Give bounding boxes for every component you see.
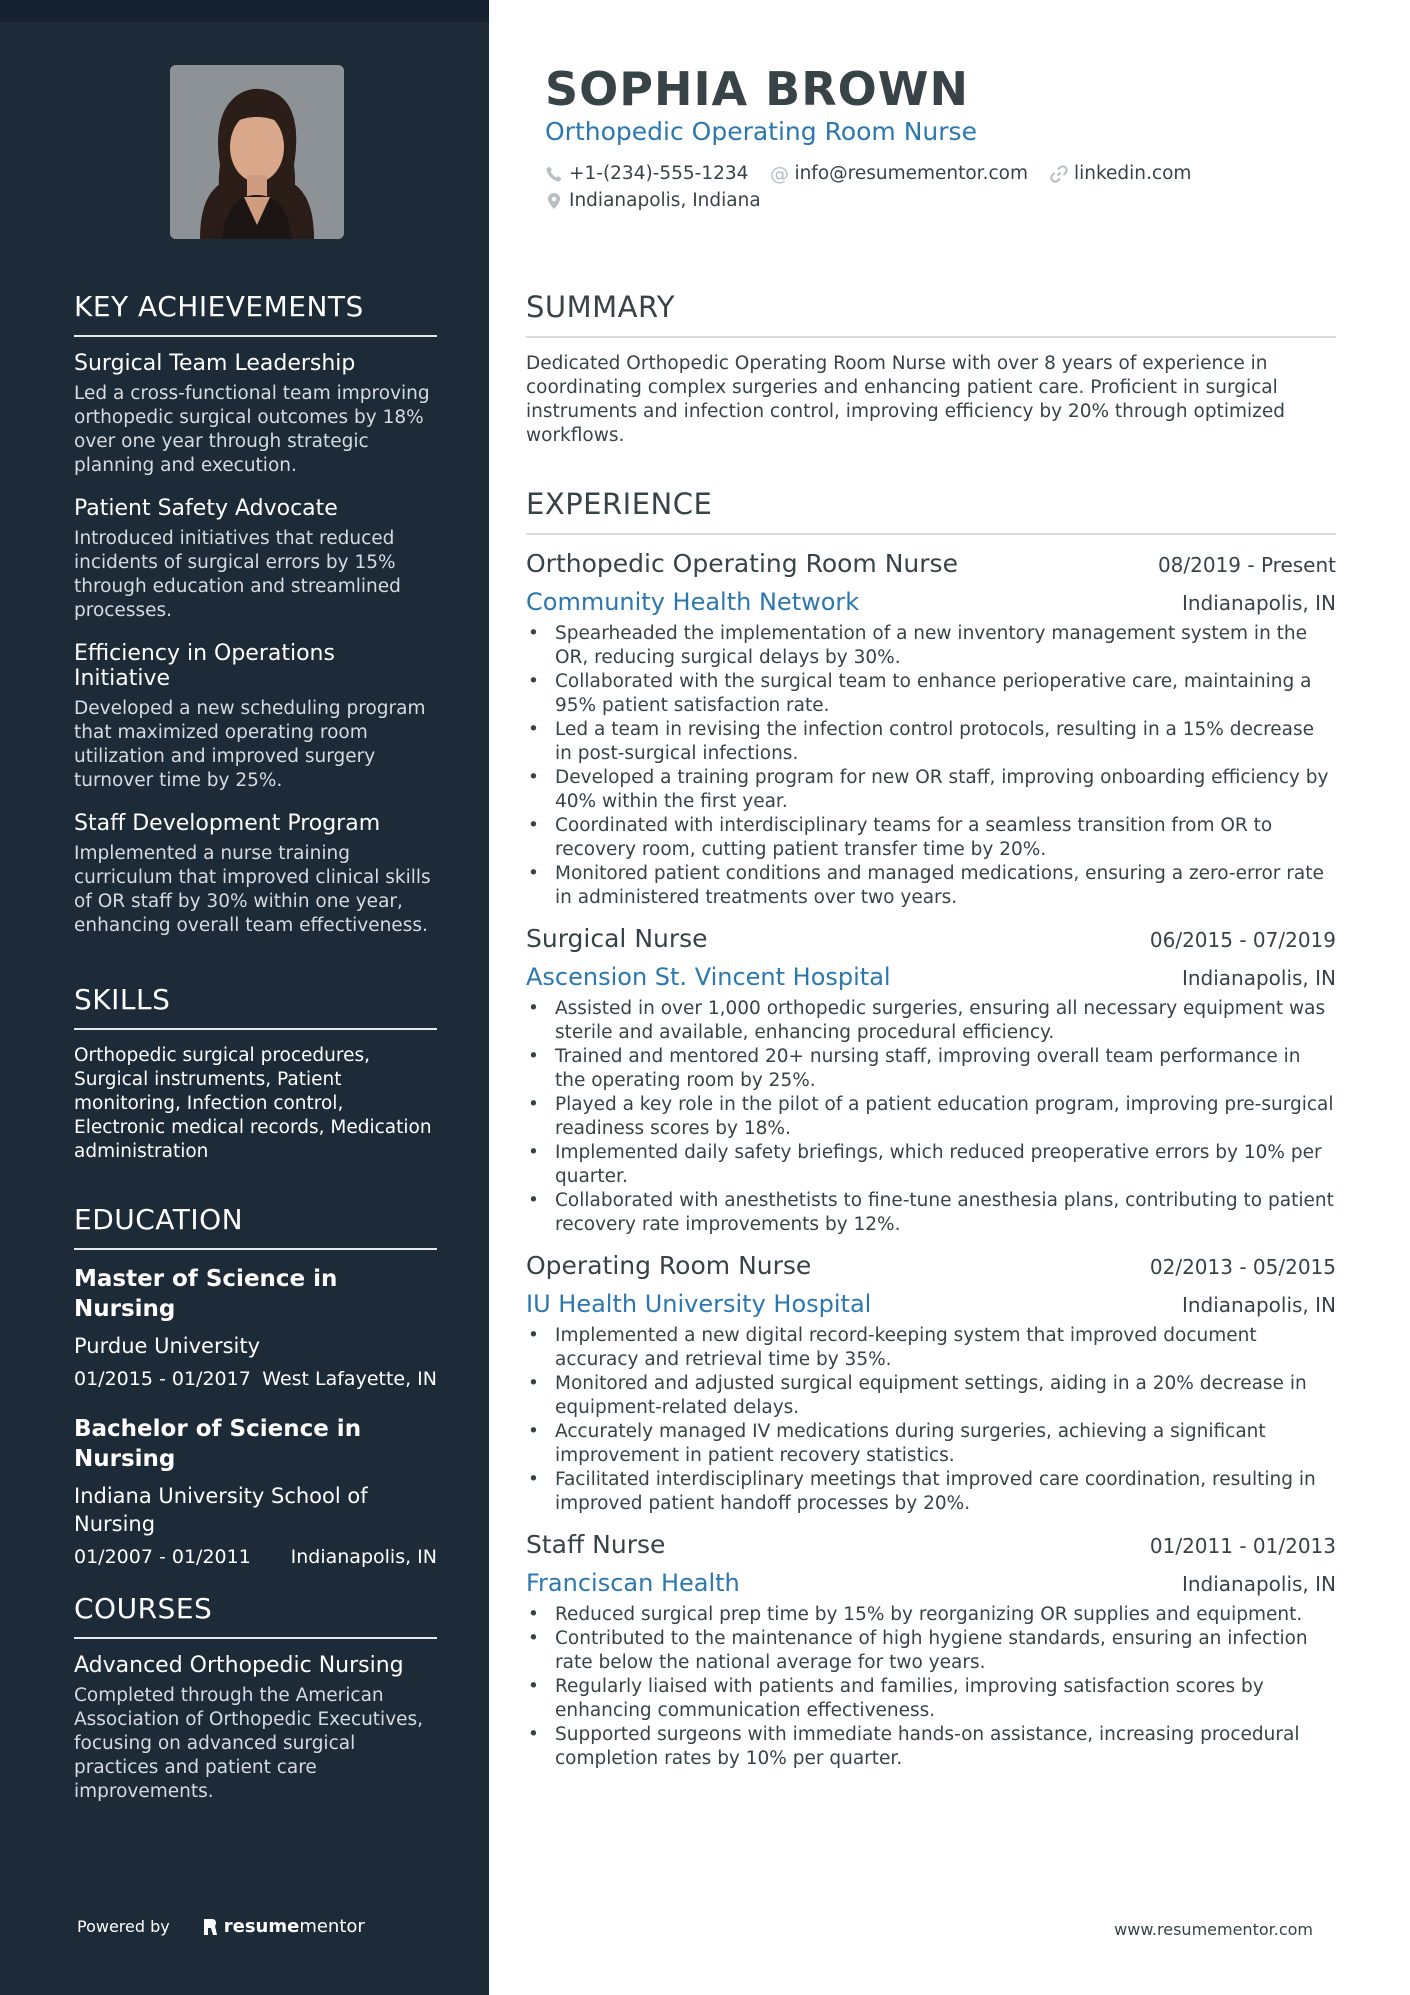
job-title: Orthopedic Operating Room Nurse [526,549,958,578]
list-item: • Coordinated with interdisciplinary teams for a seamless transition from OR to recovery room, cutting patient transfer time by 20%. [526,814,1336,862]
courses-section [74,1592,437,1822]
list-item: • Spearheaded the implementation of a new inventory management system in the OR, reducing surgical delays by 30%. [526,622,1336,670]
job-dates: 02/2013 - 05/2015 [1149,1255,1336,1279]
education-dates: 01/2015 - 01/2017 [74,1368,251,1390]
skills-list: Orthopedic surgical procedures, Surgical instruments, Patient monitoring, Infection control, Electronic medical records, Medication administration [74,1045,432,1162]
education-meta [74,1368,437,1390]
job-location: Indianapolis, IN [1181,1293,1336,1317]
at-icon: @ [769,162,789,185]
course-title: Advanced Orthopedic Nursing [74,1653,404,1678]
achievement-item [74,811,437,938]
job-entry [526,1251,1336,1516]
job-location: Indianapolis, IN [1181,1572,1336,1596]
achievement-title: Patient Safety Advocate [74,496,338,521]
job-dates: 08/2019 - Present [1157,553,1336,577]
list-item: • Implemented a new digital record-keeping system that improved document accuracy and retrieval time by 35%. [526,1324,1336,1372]
job-company: Franciscan Health [526,1569,740,1597]
course-desc: Completed through the American Association of Orthopedic Executives, focusing on advanced surgical practices and patient care improvements. [74,1685,424,1802]
achievement-item [74,351,437,478]
linkedin-text: linkedin.com [1073,163,1192,184]
achievements-heading: KEY ACHIEVEMENTS [74,290,437,337]
list-item: • Contributed to the maintenance of high hygiene standards, ensuring an infection rate below the national average for two years. [526,1627,1336,1675]
list-item: • Supported surgeons with immediate hands-on assistance, increasing procedural completion rates by 10% per quarter. [526,1723,1336,1771]
list-item: • Facilitated interdisciplinary meetings that improved care coordination, resulting in improved patient handoff processes by 20%. [526,1468,1336,1516]
link-icon [1050,165,1068,183]
powered-by-label: Powered by [77,1917,170,1936]
education-location: Indianapolis, IN [290,1546,437,1568]
job-location: Indianapolis, IN [1181,966,1336,990]
achievement-desc: Developed a new scheduling program that maximized operating room utilization and improved surgery turnover time by 25%. [74,698,426,791]
contact-location [545,190,761,211]
job-entry [526,924,1336,1237]
job-location: Indianapolis, IN [1181,591,1336,615]
achievement-item [74,496,437,623]
education-school: Indiana University School of Nursing [74,1484,368,1536]
brand-bold: resume [223,1916,300,1937]
list-item: • Implemented daily safety briefings, which reduced preoperative errors by 10% per quarter. [526,1141,1336,1189]
list-item: • Trained and mentored 20+ nursing staff, improving overall team performance in the operating room by 25%. [526,1045,1336,1093]
location-pin-icon [545,192,563,210]
education-location: West Lafayette, IN [262,1368,437,1390]
courses-heading: COURSES [74,1592,437,1639]
sidebar-top-band [0,0,489,22]
education-dates: 01/2007 - 01/2011 [74,1546,251,1568]
education-heading: EDUCATION [74,1203,437,1250]
list-item: • Developed a training program for new OR staff, improving onboarding efficiency by 40% within the first year. [526,766,1336,814]
job-company: Community Health Network [526,588,860,616]
experience-heading: EXPERIENCE [526,487,1336,535]
job-bullets [526,622,1336,910]
list-item: • Led a team in revising the infection control protocols, resulting in a 15% decrease in post-surgical infections. [526,718,1336,766]
education-meta [74,1546,437,1568]
list-item: • Monitored and adjusted surgical equipment settings, aiding in a 20% decrease in equipment-related delays. [526,1372,1336,1420]
brand-logo[interactable] [202,1916,365,1937]
email-text: info@resumementor.com [794,163,1028,184]
achievement-desc: Led a cross-functional team improving orthopedic surgical outcomes by 18% over one year through strategic planning and execution. [74,383,430,476]
list-item: • Accurately managed IV medications during surgeries, achieving a significant improvement in patient recovery statistics. [526,1420,1336,1468]
summary-section [526,290,1336,448]
skills-heading: SKILLS [74,983,437,1030]
job-entry [526,549,1336,910]
achievement-desc: Implemented a nurse training curriculum that improved clinical skills of OR staff by 30% within one year, enhancing overall team effectiveness. [74,843,431,936]
powered-by [77,1916,365,1937]
education-degree: Master of Science in Nursing [74,1266,338,1322]
sidebar [0,0,489,1995]
job-company: Ascension St. Vincent Hospital [526,963,891,991]
website-link[interactable]: www.resumementor.com [1114,1920,1313,1939]
list-item: • Assisted in over 1,000 orthopedic surgeries, ensuring all necessary equipment was sterile and available, enhancing procedural efficiency. [526,997,1336,1045]
contact-linkedin[interactable] [1050,163,1191,184]
list-item: • Reduced surgical prep time by 15% by reorganizing OR supplies and equipment. [526,1603,1336,1627]
contact-email[interactable] [770,163,1028,184]
profile-photo [170,65,344,239]
achievement-title: Surgical Team Leadership [74,351,356,376]
education-school: Purdue University [74,1334,261,1358]
education-item [74,1264,437,1390]
brand-rest: mentor [299,1916,365,1937]
summary-text: Dedicated Orthopedic Operating Room Nurse with over 8 years of experience in coordinating complex surgeries and enhancing patient care. Proficient in surgical instruments and infection control, improving efficiency by 20% through optimized workflows. [526,353,1285,446]
skills-section [74,983,437,1164]
contact-phone[interactable] [545,163,748,184]
job-title: Operating Room Nurse [526,1251,812,1280]
list-item: • Collaborated with anesthetists to fine-tune anesthesia plans, contributing to patient recovery rate improvements by 12%. [526,1189,1336,1237]
education-degree: Bachelor of Science in Nursing [74,1416,362,1472]
contact-info [545,163,1325,217]
job-entry [526,1530,1336,1771]
list-item: • Played a key role in the pilot of a patient education program, improving pre-surgical readiness scores by 18%. [526,1093,1336,1141]
job-dates: 06/2015 - 07/2019 [1149,928,1336,952]
job-company: IU Health University Hospital [526,1290,872,1318]
experience-section [526,487,1336,1785]
list-item: • Collaborated with the surgical team to enhance perioperative care, maintaining a 95% patient satisfaction rate. [526,670,1336,718]
list-item: • Regularly liaised with patients and families, improving satisfaction scores by enhancing communication effectiveness. [526,1675,1336,1723]
location-text: Indianapolis, Indiana [569,190,761,211]
job-bullets [526,997,1336,1237]
education-section [74,1203,437,1592]
job-bullets [526,1603,1336,1771]
job-title: Staff Nurse [526,1530,666,1559]
list-item: • Monitored patient conditions and managed medications, ensuring a zero-error rate in administered treatments over two years. [526,862,1336,910]
job-dates: 01/2011 - 01/2013 [1149,1534,1336,1558]
achievement-item [74,641,437,793]
candidate-role: Orthopedic Operating Room Nurse [545,117,977,146]
achievement-title: Efficiency in Operations Initiative [74,641,335,691]
summary-heading: SUMMARY [526,290,1336,338]
achievements-section [74,290,437,956]
candidate-name: SOPHIA BROWN [545,62,970,116]
main-content [489,0,1410,1995]
phone-icon [545,165,563,183]
achievement-desc: Introduced initiatives that reduced incidents of surgical errors by 15% through education and streamlined processes. [74,528,401,621]
resumementor-logo-icon [202,1917,218,1937]
phone-text: +1-(234)-555-1234 [569,163,749,184]
achievement-title: Staff Development Program [74,811,381,836]
education-item [74,1414,437,1568]
job-title: Surgical Nurse [526,924,708,953]
job-bullets [526,1324,1336,1516]
